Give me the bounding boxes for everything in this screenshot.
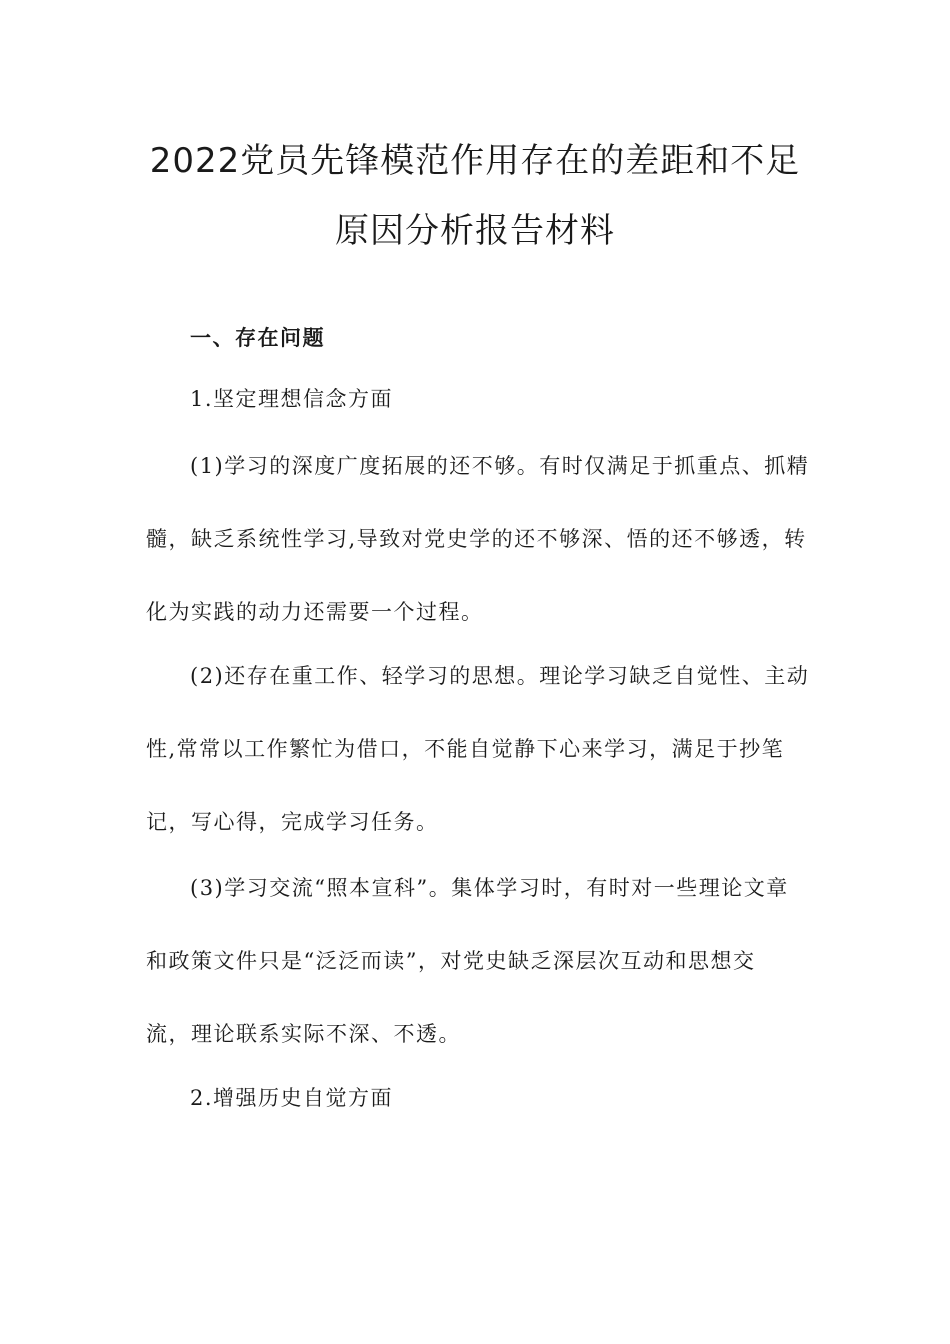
paragraph-3-line-3: 流，理论联系实际不深、不透。 <box>146 1022 461 1046</box>
paragraph-2-line-1: (2)还存在重工作、轻学习的思想。理论学习缺乏自觉性、主动 <box>190 664 810 688</box>
paragraph-2-line-2: 性,常常以工作繁忙为借口，不能自觉静下心来学习，满足于抄笔 <box>146 737 785 761</box>
section-heading: 一、存在问题 <box>190 325 325 350</box>
paragraph-1-line-2: 髓，缺乏系统性学习,导致对党史学的还不够深、悟的还不够透，转 <box>146 527 807 551</box>
paragraph-2-line-3: 记，写心得，完成学习任务。 <box>146 810 439 834</box>
document-title-line-1: 2022党员先锋模范作用存在的差距和不足 <box>149 141 801 181</box>
paragraph-3-line-1: (3)学习交流“照本宣科”。集体学习时，有时对一些理论文章 <box>190 876 789 900</box>
paragraph-3-line-2: 和政策文件只是“泛泛而读”，对党史缺乏深层次互动和思想交 <box>146 949 756 973</box>
subsection-heading-1: 1.坚定理想信念方面 <box>190 387 394 411</box>
paragraph-1-line-1: (1)学习的深度广度拓展的还不够。有时仅满足于抓重点、抓精 <box>190 454 810 478</box>
subsection-heading-2: 2.增强历史自觉方面 <box>190 1086 394 1110</box>
paragraph-1-line-3: 化为实践的动力还需要一个过程。 <box>146 600 484 624</box>
document-title-line-2: 原因分析报告材料 <box>335 211 615 251</box>
